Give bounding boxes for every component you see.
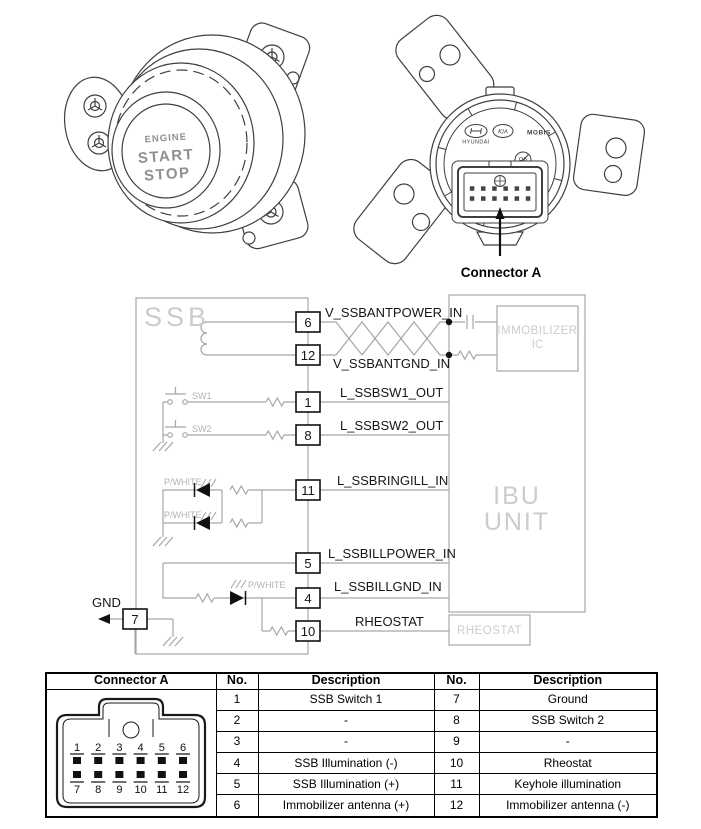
svg-text:9: 9 (116, 783, 123, 796)
product-figures (0, 0, 701, 290)
header-description: Description (479, 673, 657, 689)
ibu-title-line1: IBU (493, 482, 541, 510)
ssb-title: SSB (144, 302, 211, 332)
cell-no: 9 (434, 731, 479, 752)
cell-description: - (258, 710, 434, 731)
resistor-icon (266, 431, 296, 439)
stop-label: STOP (143, 164, 192, 185)
svg-text:6: 6 (180, 741, 187, 754)
sw1-label: SW1 (192, 391, 212, 401)
header-no: No. (434, 673, 479, 689)
sw2-label: SW2 (192, 424, 212, 434)
resistor-icon (230, 519, 248, 527)
button-face-text (136, 131, 196, 185)
svg-text:12: 12 (177, 783, 190, 796)
mobis-wordmark: MOBIS (527, 129, 551, 137)
hyundai-wordmark: HYUNDAI (462, 139, 490, 146)
ground-icon (153, 442, 173, 451)
connector-a-drawing (47, 693, 215, 813)
connector-pinout-table (45, 672, 658, 818)
signal-label: L_SSBSW2_OUT (340, 418, 444, 433)
pin-boxes (123, 312, 320, 641)
ibu-unit-box (449, 295, 585, 612)
pwhite-label: P/WHITE (164, 477, 202, 487)
resistor-icon (266, 398, 296, 406)
cell-no: 1 (216, 689, 258, 710)
pin-number: 11 (301, 483, 315, 498)
start-label: START (137, 146, 195, 167)
cell-no: 3 (216, 731, 258, 752)
signal-label: V_SSBANTGND_IN (333, 356, 451, 371)
signal-label: RHEOSTAT (355, 614, 424, 629)
cell-no: 10 (434, 753, 479, 774)
header-no: No. (216, 673, 258, 689)
pin-number: 1 (304, 395, 312, 410)
engine-label: ENGINE (144, 131, 188, 146)
pin-number: 5 (304, 556, 312, 571)
ground-icon (153, 537, 173, 546)
connector-pins (73, 757, 187, 778)
gnd-arrow-icon (98, 614, 110, 624)
cell-description: Immobilizer antenna (-) (479, 795, 657, 817)
svg-text:2: 2 (95, 741, 102, 754)
cell-description: Immobilizer antenna (+) (258, 795, 434, 817)
header-connector: Connector A (46, 673, 216, 689)
signal-label: V_SSBANTPOWER_IN (325, 305, 463, 320)
led-rays-icon (231, 580, 246, 588)
svg-text:5: 5 (158, 741, 166, 754)
immobilizer-label-line1: IMMOBILIZER (497, 325, 578, 337)
svg-text:1: 1 (74, 741, 81, 754)
cell-description: Keyhole illumination (479, 774, 657, 795)
wiring-schematic (0, 285, 701, 665)
button-body (108, 35, 305, 233)
svg-text:8: 8 (95, 783, 102, 796)
connector-a-label: Connector A (460, 265, 542, 280)
ibu-title-line2: UNIT (483, 508, 551, 536)
cell-no: 4 (216, 753, 258, 774)
pin-number: 4 (304, 591, 312, 606)
ssb-front-figure (58, 20, 313, 252)
cell-description: Ground (479, 689, 657, 710)
cell-no: 2 (216, 710, 258, 731)
pin-number: 12 (300, 348, 316, 363)
pin-number: 8 (304, 428, 312, 443)
pwhite-label: P/WHITE (248, 580, 286, 590)
cell-description: - (258, 731, 434, 752)
resistor-icon (449, 351, 497, 359)
immobilizer-label-line2: IC (531, 339, 544, 351)
cell-no: 12 (434, 795, 479, 817)
cell-description: Rheostat (479, 753, 657, 774)
pin-number: 10 (300, 624, 316, 639)
table-row (46, 689, 657, 710)
rheostat-box-label: RHEOSTAT (457, 625, 522, 637)
connector-pin-numbers (74, 742, 189, 796)
kia-logo-text: KIA (498, 129, 508, 136)
pwhite-label: P/WHITE (164, 510, 202, 520)
pin-number: 7 (131, 612, 139, 627)
ssb-box (136, 298, 308, 654)
cell-no: 7 (434, 689, 479, 710)
table-header-row (46, 673, 657, 689)
cell-no: 6 (216, 795, 258, 817)
resistor-icon (270, 627, 288, 635)
cell-description: SSB Illumination (+) (258, 774, 434, 795)
led-icon (230, 591, 244, 605)
svg-text:11: 11 (156, 783, 168, 796)
svg-text:4: 4 (137, 741, 144, 754)
cell-no: 5 (216, 774, 258, 795)
cell-no: 11 (434, 774, 479, 795)
connector-drawing-cell (46, 689, 216, 817)
ground-icon (163, 637, 183, 646)
header-description: Description (258, 673, 434, 689)
cell-no: 8 (434, 710, 479, 731)
svg-text:7: 7 (74, 783, 81, 796)
signal-label: L_SSBSW1_OUT (340, 385, 444, 400)
ssb-rear-figure (348, 10, 646, 280)
svg-text:3: 3 (116, 741, 123, 754)
signal-label: L_SSBRINGILL_IN (337, 473, 449, 488)
resistor-icon (196, 594, 214, 602)
cell-description: SSB Switch 1 (258, 689, 434, 710)
pin-number: 6 (304, 315, 312, 330)
signal-label: L_SSBILLGND_IN (334, 579, 442, 594)
gnd-label: GND (92, 595, 121, 610)
cell-description: - (479, 731, 657, 752)
connector-latch-hole (123, 722, 139, 738)
cell-description: SSB Illumination (-) (258, 753, 434, 774)
svg-text:10: 10 (134, 783, 147, 796)
resistor-icon (230, 486, 248, 494)
signal-label: L_SSBILLPOWER_IN (328, 546, 456, 561)
antenna-coil-icon (201, 322, 296, 355)
cell-description: SSB Switch 2 (479, 710, 657, 731)
